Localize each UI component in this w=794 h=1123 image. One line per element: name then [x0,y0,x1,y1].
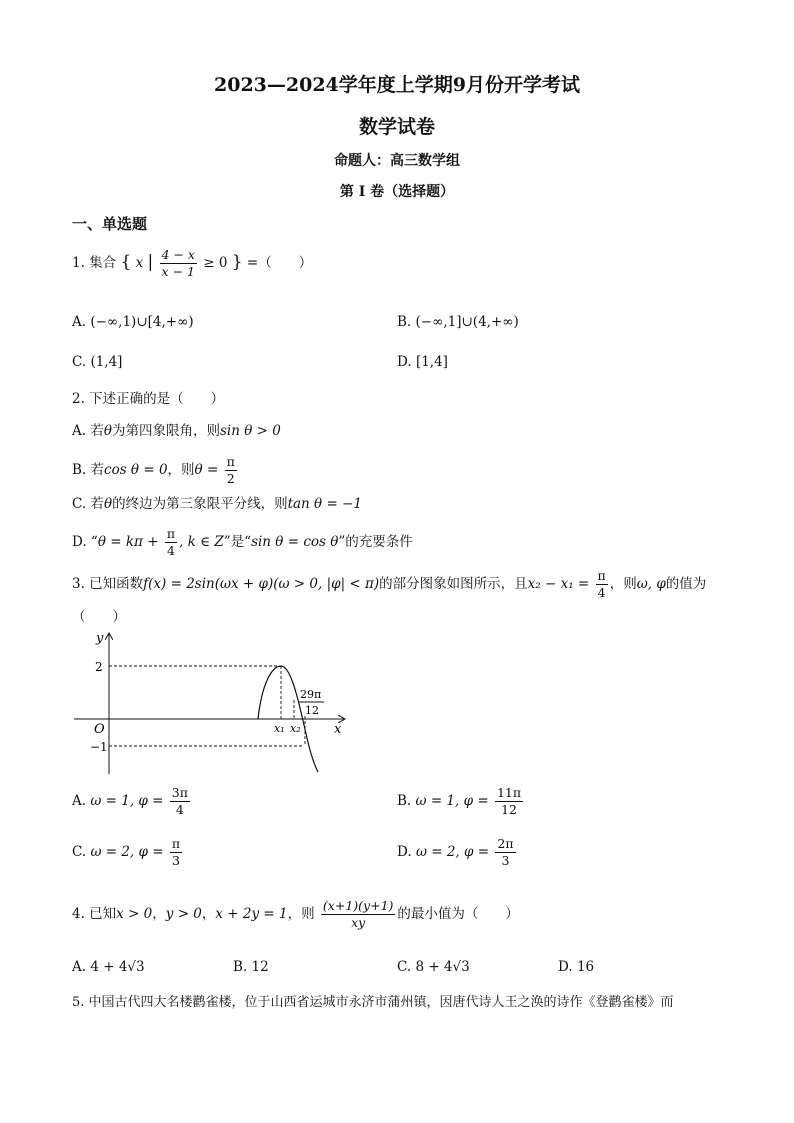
q3-option-d[interactable] [397,836,518,869]
q2-option-b[interactable] [72,454,239,487]
question-4-stem [72,898,519,931]
q2-b-num: π [226,454,235,469]
graph-y-bottom: −1 [90,740,108,754]
q2-b-theta: θ = [194,462,219,478]
q3-option-c[interactable] [72,836,184,869]
q3-a-expr: ω = 1, φ = [90,793,164,809]
q2-b-expr: cos θ = 0 [104,462,168,478]
q2-d-post: ”的充要条件 [338,534,413,550]
q4-mid: ，则 [287,906,315,922]
q1-option-a-text: (−∞,1)∪[4,+∞) [90,314,194,330]
graph-marker-num: 29π [300,688,322,701]
q3-den: 4 [597,585,606,600]
q4-a-text: 4 + 4√3 [90,959,145,975]
graph-x1: x₁ [274,722,285,735]
q4-c3: x + 2y = 1 [215,906,288,922]
q2-c-pre: C. 若 [72,496,104,512]
q2-a-theta: θ [103,423,112,439]
q1-numerator: 4 − x [161,247,195,262]
q2-d-fraction [165,526,177,559]
q2-b-mid: ，则 [167,462,195,478]
q4-c-label: C. [397,959,412,975]
q2-c-theta: θ [103,496,113,512]
graph-y-label: y [96,631,104,646]
q2-c-expr: tan θ = −1 [287,496,362,512]
q2-d-pre: D. “ [72,534,98,550]
volume-line: 第 I 卷（选择题） [339,184,455,200]
q4-c1: x > 0 [116,906,153,922]
q1-denominator: x − 1 [161,264,195,279]
q3-vars: ω, φ [636,576,666,592]
q3-c-label: C. [72,844,87,860]
q4-sep2: ， [201,906,216,922]
question-3-stem [72,568,706,601]
q4-b-text: 12 [251,959,269,975]
q1-option-a-label: A. [72,314,87,330]
q3-c-fraction [170,836,182,869]
graph-x2: x₂ [290,722,301,735]
q1-set-close: } [231,252,243,272]
graph-y-top: 2 [95,660,103,674]
q4-option-b[interactable] [233,957,269,977]
q4-pre: 4. 已知 [72,906,117,922]
q3-a-den: 4 [175,802,184,817]
author-line: 命题人：高三数学组 [334,153,460,169]
q3-post2: 的值为 [665,576,707,592]
q2-option-d[interactable] [72,526,413,559]
q4-post: 的最小值为（ ） [397,906,519,922]
q1-option-b-text: (−∞,1]∪(4,+∞) [415,314,519,330]
q3-func: f(x) = 2sin(ωx + φ)(ω > 0, |φ| < π) [143,576,380,592]
question-1-stem [72,247,312,280]
q4-den: xy [351,915,366,930]
q3-c-num: π [171,836,181,851]
q2-d-b: , k ∈ Z [179,534,224,550]
q2-a-pre: A. 若 [72,423,104,439]
q1-option-c-text: (1,4] [90,354,123,370]
q3-d-den: 3 [501,853,510,868]
q2-a-expr: sin θ > 0 [219,423,281,439]
q2-d-a: θ = kπ + [97,534,159,550]
q2-a-mid: 为第四象限角，则 [111,423,220,439]
q1-option-c-label: C. [72,354,87,370]
q3-mid: 的部分图象如图所示，且 [379,576,528,592]
q3-b-expr: ω = 1, φ = [415,793,489,809]
q4-num: (x+1)(y+1) [322,898,394,913]
q1-fraction [160,247,197,280]
q3-b-den: 12 [501,802,517,817]
q3-graph [62,628,362,778]
q1-suffix: =（ ） [246,255,313,271]
q2-d-mid: ”是“ [223,534,252,550]
q3-a-num: 3π [171,785,188,800]
q3-fraction [596,568,608,601]
graph-marker-den: 12 [305,704,319,717]
q3-option-a[interactable] [72,785,192,818]
q4-fraction [321,898,395,931]
q4-sep1: ， [152,906,166,922]
q1-option-d[interactable] [397,352,448,372]
section-heading: 一、单选题 [72,215,148,233]
q4-b-label: B. [233,959,248,975]
q4-option-a[interactable] [72,957,145,977]
q2-d-c: sin θ = cos θ [251,534,339,550]
graph-x-label: x [334,722,342,737]
q4-option-c[interactable] [397,957,470,977]
q1-option-d-label: D. [397,354,412,370]
q2-option-a[interactable] [72,421,281,441]
q3-d-expr: ω = 2, φ = [415,844,490,860]
q4-c-text: 8 + 4√3 [415,959,470,975]
q3-cond: x₂ − x₁ = [527,576,590,592]
q3-d-label: D. [397,844,412,860]
q3-d-fraction [495,836,515,869]
q2-d-den: 4 [166,543,175,558]
q4-c2: y > 0 [165,906,202,922]
q3-c-den: 3 [172,853,180,868]
q3-paren: （ ） [72,609,126,625]
q3-b-fraction [495,785,523,818]
q2-b-fraction [225,454,237,487]
subject-title: 数学试卷 [358,116,435,138]
graph-origin: O [94,722,105,737]
q4-a-label: A. [72,959,87,975]
q2-b-pre: B. 若 [72,462,105,478]
q3-pre: 3. 已知函数 [72,576,144,592]
q3-num: π [597,568,606,583]
q1-option-b[interactable] [397,312,519,332]
q3-b-label: B. [397,793,412,809]
q3-post1: ，则 [609,576,637,592]
q3-option-b[interactable] [397,785,525,818]
q1-option-b-label: B. [397,314,412,330]
q2-c-mid: 的终边为第三象限平分线，则 [112,496,288,512]
exam-title: 2023—2024学年度上学期9月份开学考试 [214,74,580,96]
q1-option-c[interactable] [72,352,122,372]
q4-option-d[interactable] [558,957,594,977]
question-2-stem: 2. 下述正确的是（ ） [72,391,225,407]
q3-a-fraction [170,785,190,818]
q3-d-num: 2π [497,836,514,851]
q1-option-d-text: [1,4] [415,354,448,370]
q3-a-label: A. [72,793,87,809]
question-5-stem: 5. 中国古代四大名楼鹳雀楼，位于山西省运城市永济市蒲州镇，因唐代诗人王之涣的诗作《登鹳雀楼》而 [72,995,674,1010]
q1-condition: ≥ 0 [203,255,228,271]
q4-d-text: 16 [576,959,595,975]
q1-set-var: x [135,255,144,271]
q1-option-a[interactable] [72,312,194,332]
q1-set-bar: | [147,252,154,272]
q1-prefix: 1. 集合 [72,255,117,271]
q2-b-den: 2 [226,471,235,486]
q3-c-expr: ω = 2, φ = [90,844,164,860]
q2-option-c[interactable] [72,494,362,514]
q3-b-num: 11π [496,785,522,800]
q4-d-label: D. [558,959,573,975]
q1-set-open: { [120,252,132,272]
q2-d-num: π [166,526,176,541]
